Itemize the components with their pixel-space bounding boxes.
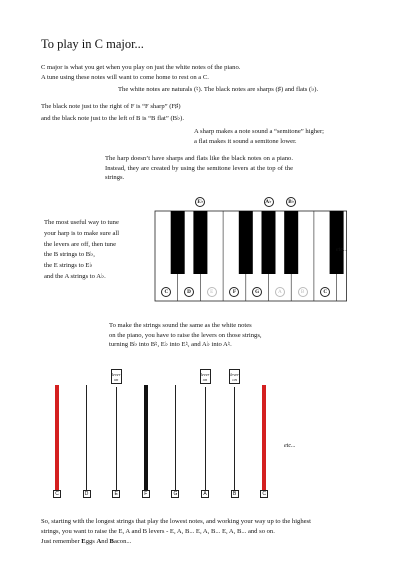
- lever-text: lever: [230, 371, 239, 377]
- black-note-line-1: The black note just to the right of F is “F sharp” (F♯): [41, 103, 181, 110]
- string-note-label: E: [112, 490, 120, 498]
- lever-on-box: [200, 369, 211, 384]
- intro-line-2: A tune using these notes will want to come home to rest on a C.: [41, 73, 209, 81]
- string-note-label: D: [83, 490, 91, 498]
- harp-text: The harp doesn’t have sharps and flats like the black notes on a piano. Instead, they are created by using the semitone levers at the top of the strings.: [105, 155, 293, 182]
- mnemonic-word-1: ggs: [85, 538, 97, 545]
- lever-on-box: [229, 369, 240, 384]
- harp-string: [86, 385, 87, 490]
- harp-string: [55, 385, 59, 490]
- white-key-label: C: [320, 287, 330, 297]
- white-key-label: D: [184, 287, 194, 297]
- harp-string: [262, 385, 266, 490]
- lever-text: lever: [111, 371, 121, 377]
- string-note-label: C: [260, 490, 268, 498]
- tune-line-3: the levers are off, then tune: [44, 240, 117, 248]
- white-key-label: B: [298, 287, 308, 297]
- lever-on-text: on: [113, 376, 119, 382]
- tune-line-2: your harp is to make sure all: [44, 229, 120, 237]
- mnemonic-word-2: nd: [101, 538, 110, 545]
- harp-string: [234, 387, 235, 490]
- tune-line-1: The most useful way to tune: [44, 219, 119, 226]
- intro-line-1: C major is what you get when you play on just the white notes of the piano.: [41, 64, 241, 71]
- naturals-text: The white notes are naturals (♮). The black notes are sharps (♯) and flats (♭).: [118, 86, 319, 93]
- harp-string: [116, 387, 117, 490]
- white-key-label: E: [207, 287, 217, 297]
- string-note-label: A: [201, 490, 209, 498]
- black-key: [262, 211, 276, 274]
- strings-intro-text: [109, 321, 262, 350]
- mnemonic-word-3: acon...: [113, 538, 132, 545]
- black-note-line-2: and the black note just to the left of B is “B flat” (B♭).: [41, 115, 185, 122]
- white-key-label: A: [275, 287, 285, 297]
- lever-on-text: on: [232, 376, 237, 382]
- closing-text: [41, 517, 311, 547]
- mnemonic-b: B: [109, 538, 114, 545]
- black-key-label: A♭: [265, 199, 272, 205]
- black-key: [284, 211, 298, 274]
- strings-etc: etc...: [284, 443, 296, 449]
- white-key-label: G: [252, 287, 262, 297]
- black-key-label: E♭: [195, 197, 205, 207]
- mnemonic-e: E: [81, 538, 86, 545]
- string-note-label: C: [53, 490, 61, 498]
- black-key: [193, 211, 207, 274]
- lever-on-text: on: [202, 376, 208, 382]
- string-note-label: G: [171, 490, 179, 498]
- closing-line-1: So, starting with the longest strings that play the lowest notes, and working your way up to the highest: [41, 518, 311, 525]
- tune-line-5: the E strings to E♭: [44, 262, 93, 270]
- mnemonic-a: A: [96, 538, 102, 545]
- strings-intro-line-2: on the piano, you have to raise the levers on those strings,: [109, 331, 262, 339]
- string-note-label: F: [142, 490, 150, 498]
- black-key-label: B♭: [286, 197, 296, 207]
- tune-line-6: and the A strings to A♭.: [44, 272, 106, 280]
- semitone-line-2: a flat makes it sound a semitone lower.: [194, 137, 297, 145]
- tune-line-4: the B strings to B♭,: [44, 251, 95, 259]
- lever-text: lever: [200, 371, 210, 377]
- white-key-label: F: [229, 287, 239, 297]
- semitone-line-1: A sharp makes a note sound a “semitone” higher;: [194, 128, 325, 135]
- string-note-label: B: [231, 490, 239, 498]
- harp-string: [144, 385, 148, 490]
- harp-string: [175, 385, 176, 490]
- white-key-label: C: [161, 287, 171, 297]
- black-key: [330, 211, 344, 274]
- closing-line-3-pre: Just remember: [41, 538, 82, 545]
- lever-on-box: [111, 369, 122, 384]
- closing-line-3: [41, 537, 311, 547]
- keyboard-etc: etc...: [336, 247, 348, 253]
- page-title: To play in C major...: [41, 37, 144, 51]
- black-key: [239, 211, 253, 274]
- strings-intro-line-1: To make the strings sound the same as the white notes: [109, 322, 252, 329]
- closing-line-2: strings, you want to raise the E, A and B levers - E, A, B... E, A, B... E, A, B... and so on.: [41, 528, 275, 535]
- strings-intro-line-3: turning B♭ into B♮, E♭ into E♮, and A♭ into A♮.: [109, 341, 232, 349]
- harp-string: [205, 387, 206, 490]
- black-key: [171, 211, 185, 274]
